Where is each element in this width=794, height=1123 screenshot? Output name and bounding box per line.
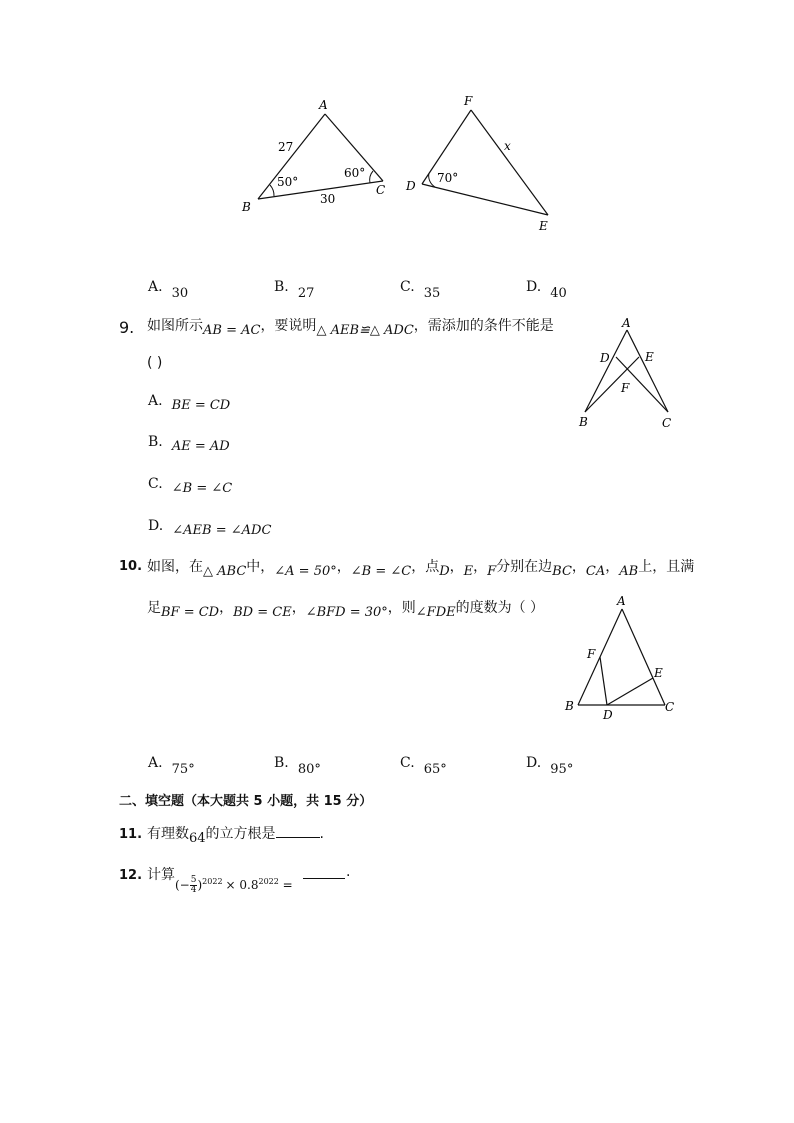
q9-stem: [147, 315, 554, 338]
q10-option-b[interactable]: [274, 752, 321, 777]
q8-triangle-abc: [241, 98, 385, 214]
q11-number: 11.: [119, 827, 143, 842]
q10-math: AB: [619, 564, 639, 579]
q8-option-a[interactable]: [148, 276, 189, 301]
option-value: 35: [423, 286, 441, 301]
q9-option-d[interactable]: [148, 515, 272, 538]
q10-option-c[interactable]: [400, 752, 447, 777]
q9-label-c: C: [662, 416, 672, 430]
q10-math: BC: [552, 564, 572, 579]
q10-option-d[interactable]: [526, 752, 574, 777]
option-letter: B.: [148, 434, 163, 450]
q8-side-bc: 30: [320, 192, 336, 206]
q10-text: ，: [449, 559, 464, 575]
q8-triangle-def: [405, 94, 548, 233]
q10-label-b: B: [565, 699, 574, 713]
option-letter: A.: [148, 279, 163, 295]
q8-option-b[interactable]: [274, 276, 315, 301]
q9-label-a: A: [622, 316, 631, 330]
q10-text: ，: [571, 559, 586, 575]
option-value: AE = AD: [171, 439, 230, 454]
q10-text: 分别在边: [496, 559, 553, 575]
q10-label-f: F: [587, 647, 596, 661]
q9-answer-paren: ( ): [147, 355, 163, 371]
q10-option-a[interactable]: [148, 752, 195, 777]
q12-equals: =: [278, 878, 293, 892]
q10-figure: [555, 590, 685, 725]
q10-text: 足: [147, 600, 161, 616]
q10-text: ，: [291, 600, 306, 616]
option-letter: D.: [148, 518, 164, 534]
q8-angle-d: 70°: [437, 171, 459, 185]
q12-open: (−: [175, 878, 190, 892]
q10-text: ，点: [411, 559, 440, 575]
q8-figure: [230, 90, 570, 240]
q12-expression: [175, 876, 293, 895]
option-value: 40: [550, 286, 567, 301]
q10-text: ，则: [387, 600, 416, 616]
section-title: 二、填空题（本大题共 5 小题，共 15 分）: [119, 794, 373, 809]
q9-label-e: E: [645, 350, 654, 364]
q10-math: ∠A = 50°: [274, 564, 337, 579]
option-value: ∠B = ∠C: [171, 481, 233, 496]
q9-figure: [570, 312, 690, 437]
q8-label-d: D: [406, 179, 416, 193]
q8-label-a: A: [319, 98, 328, 112]
q9-number: 9.: [119, 318, 135, 337]
q12-exp-2: 2022: [258, 877, 279, 886]
q10-text: ，: [605, 559, 620, 575]
q12-text: 计算: [147, 867, 175, 883]
q8-angle-c: 60°: [344, 166, 366, 180]
q11-stem: [147, 823, 324, 846]
q10-text: 如图，在: [147, 559, 203, 575]
q9-text-3: ，需添加的条件不能是: [413, 318, 554, 334]
q12-frac-num: 5: [190, 875, 197, 885]
option-value: 75°: [171, 762, 195, 777]
q10-text: 的度数为（ ）: [455, 600, 545, 616]
q10-label-d: D: [603, 708, 613, 722]
q12-close: ): [197, 878, 203, 892]
option-value: 30: [171, 286, 189, 301]
q12-number: 12.: [119, 868, 143, 883]
q10-math: BF = CD: [161, 605, 220, 620]
q8-side-x: x: [504, 139, 511, 153]
q10-math: F: [487, 564, 497, 579]
q10-options: [148, 752, 608, 777]
option-value: 95°: [550, 762, 574, 777]
q11-text-2: 的立方根是: [205, 826, 276, 842]
q10-math: △ ABC: [203, 564, 247, 579]
q10-text: 上，且满: [638, 559, 695, 575]
q9-option-a[interactable]: [148, 390, 231, 413]
q9-label-f: F: [621, 381, 630, 395]
q10-stem-line1: [147, 556, 695, 579]
q12-end: .: [346, 864, 351, 880]
option-letter: B.: [274, 279, 289, 295]
q9-math-1: AB = AC: [203, 323, 261, 338]
q10-text: ，: [336, 559, 351, 575]
q10-text: ，: [473, 559, 488, 575]
q8-side-ab: 27: [278, 140, 294, 154]
q10-math: E: [463, 564, 474, 579]
q12-answer-blank[interactable]: [303, 866, 345, 879]
option-letter: C.: [400, 755, 415, 771]
q8-label-f: F: [464, 94, 473, 108]
q11-answer-blank[interactable]: [276, 825, 320, 838]
q10-number: 10.: [119, 559, 143, 574]
q10-math: D: [439, 564, 450, 579]
q10-math: ∠BFD = 30°: [305, 605, 388, 620]
q10-text: ，: [219, 600, 234, 616]
q11-end: .: [319, 826, 324, 842]
q8-option-d[interactable]: [526, 276, 567, 301]
q8-label-c: C: [376, 183, 386, 197]
q10-math: ∠B = ∠C: [350, 564, 412, 579]
q10-text: 中，: [246, 559, 275, 575]
q9-label-d: D: [600, 351, 610, 365]
q10-math: ∠FDE: [415, 605, 456, 620]
q12-frac-den: 4: [190, 885, 197, 895]
q11-math-1: 64: [189, 831, 206, 846]
q10-stem-line2: [147, 597, 545, 620]
option-value: 65°: [423, 762, 447, 777]
option-letter: A.: [148, 755, 163, 771]
q9-text-1: 如图所示: [147, 318, 203, 334]
q10-math: CA: [585, 564, 606, 579]
q8-angle-b: 50°: [277, 175, 299, 189]
q10-label-a: A: [617, 594, 626, 608]
option-value: BE = CD: [171, 398, 231, 413]
q10-math: BD = CE: [233, 605, 292, 620]
option-value: ∠AEB = ∠ADC: [172, 523, 272, 538]
option-letter: A.: [148, 393, 163, 409]
q9-math-2: △ AEB≌△ ADC: [316, 323, 414, 338]
q10-label-e: E: [654, 666, 663, 680]
option-letter: C.: [148, 476, 163, 492]
q11-text-1: 有理数: [147, 826, 189, 842]
q9-text-2: ，要说明: [260, 318, 317, 334]
q8-options: [148, 276, 608, 301]
q12-times: × 0.8: [225, 878, 259, 892]
option-letter: B.: [274, 755, 289, 771]
q10-label-c: C: [665, 700, 675, 714]
q8-label-e: E: [539, 219, 548, 233]
q9-option-c[interactable]: [148, 473, 233, 496]
q8-label-b: B: [242, 200, 251, 214]
option-letter: C.: [400, 279, 415, 295]
option-letter: D.: [526, 279, 542, 295]
q9-label-b: B: [579, 415, 588, 429]
option-letter: D.: [526, 755, 542, 771]
q8-option-c[interactable]: [400, 276, 441, 301]
q9-option-b[interactable]: [148, 431, 230, 454]
option-value: 27: [297, 286, 315, 301]
q12-exp-1: 2022: [202, 877, 223, 886]
option-value: 80°: [297, 762, 321, 777]
